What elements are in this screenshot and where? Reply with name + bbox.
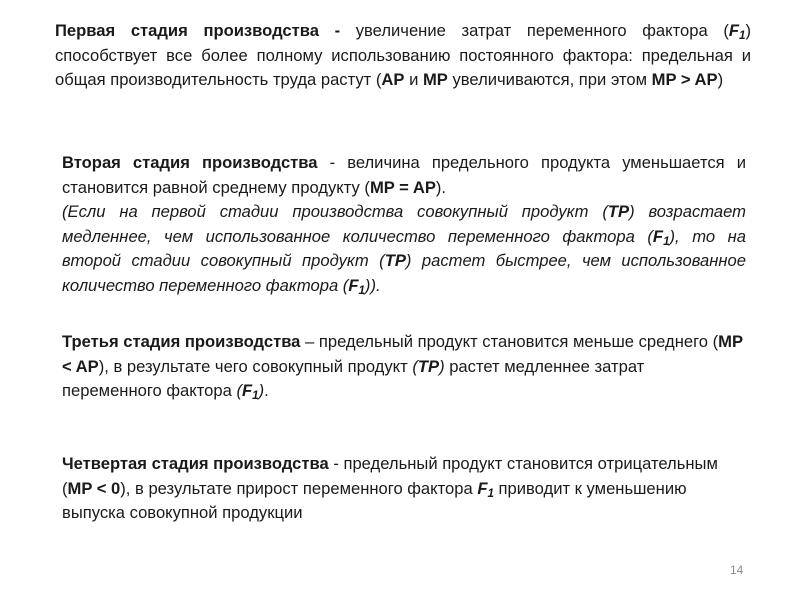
stage1-text-1: увеличение затрат переменного фактора ( bbox=[340, 21, 729, 40]
stage1-ap: AP bbox=[381, 70, 405, 89]
stage3-condition: MP < AP bbox=[62, 332, 743, 376]
stage3-title: Третья стадия производства bbox=[62, 332, 301, 351]
stage1-title: Первая стадия производства - bbox=[55, 21, 341, 40]
stage3-text-3: растет медленнее затрат переменного фактора bbox=[62, 356, 645, 400]
stage4-title: Четвертая стадия производства bbox=[62, 454, 329, 473]
stage3-factor: $(F_1)$ bbox=[236, 381, 265, 402]
stage3-text-2: ), в результате чего совокупный продукт bbox=[98, 356, 413, 376]
stage4-factor: $F_1$ bbox=[477, 478, 494, 500]
stage1-text-5: ) bbox=[717, 70, 724, 89]
stage4-paragraph bbox=[62, 452, 746, 526]
stage2-text-1: - величина предельного продукта уменьшается и становится равной среднему продукту ( bbox=[62, 153, 746, 197]
stage1-mp: MP bbox=[422, 70, 448, 89]
stage2-text-2: ). bbox=[435, 177, 447, 197]
stage1-condition: MP > AP bbox=[651, 70, 718, 89]
stage1-text-4: увеличиваются, при этом bbox=[447, 70, 652, 89]
stage3-text-1: – предельный продукт становится меньше среднего ( bbox=[300, 332, 719, 351]
stage2-note: (Если на первой стадии производства совокупный продукт (TP) возрастает медленнее, чем использованное количество переменного фактора $(F_1)$, то на второй стадии совокупный продукт (TP) растет быстрее, чем использованное количество переменного фактора $(F_1)$). bbox=[62, 202, 746, 297]
stage3-text-4: . bbox=[264, 381, 269, 400]
stage4-condition: MP < 0 bbox=[67, 478, 121, 498]
stage4-text-1: - предельный продукт становится отрицательным ( bbox=[62, 454, 718, 498]
stage1-paragraph bbox=[55, 19, 751, 93]
stage1-factor: $F_1$ bbox=[728, 21, 746, 42]
stage3-paragraph bbox=[62, 330, 746, 404]
stage2-title: Вторая стадия производства bbox=[62, 153, 318, 172]
stage3-tp: (TP) bbox=[412, 356, 445, 376]
stage2-paragraph bbox=[62, 151, 746, 298]
page-number: 14 bbox=[730, 563, 744, 577]
stage1-text-3: и bbox=[404, 70, 423, 89]
stage4-text-2: ), в результате прирост переменного фактора bbox=[120, 478, 478, 498]
stage2-condition: MP = AP bbox=[369, 177, 436, 197]
stage1-text-2: ) способствует все более полному использованию постоянного фактора: предельная и общая производительность труда растут ( bbox=[55, 21, 751, 89]
stage4-text-3: приводит к уменьшению выпуска совокупной продукции bbox=[62, 478, 687, 522]
